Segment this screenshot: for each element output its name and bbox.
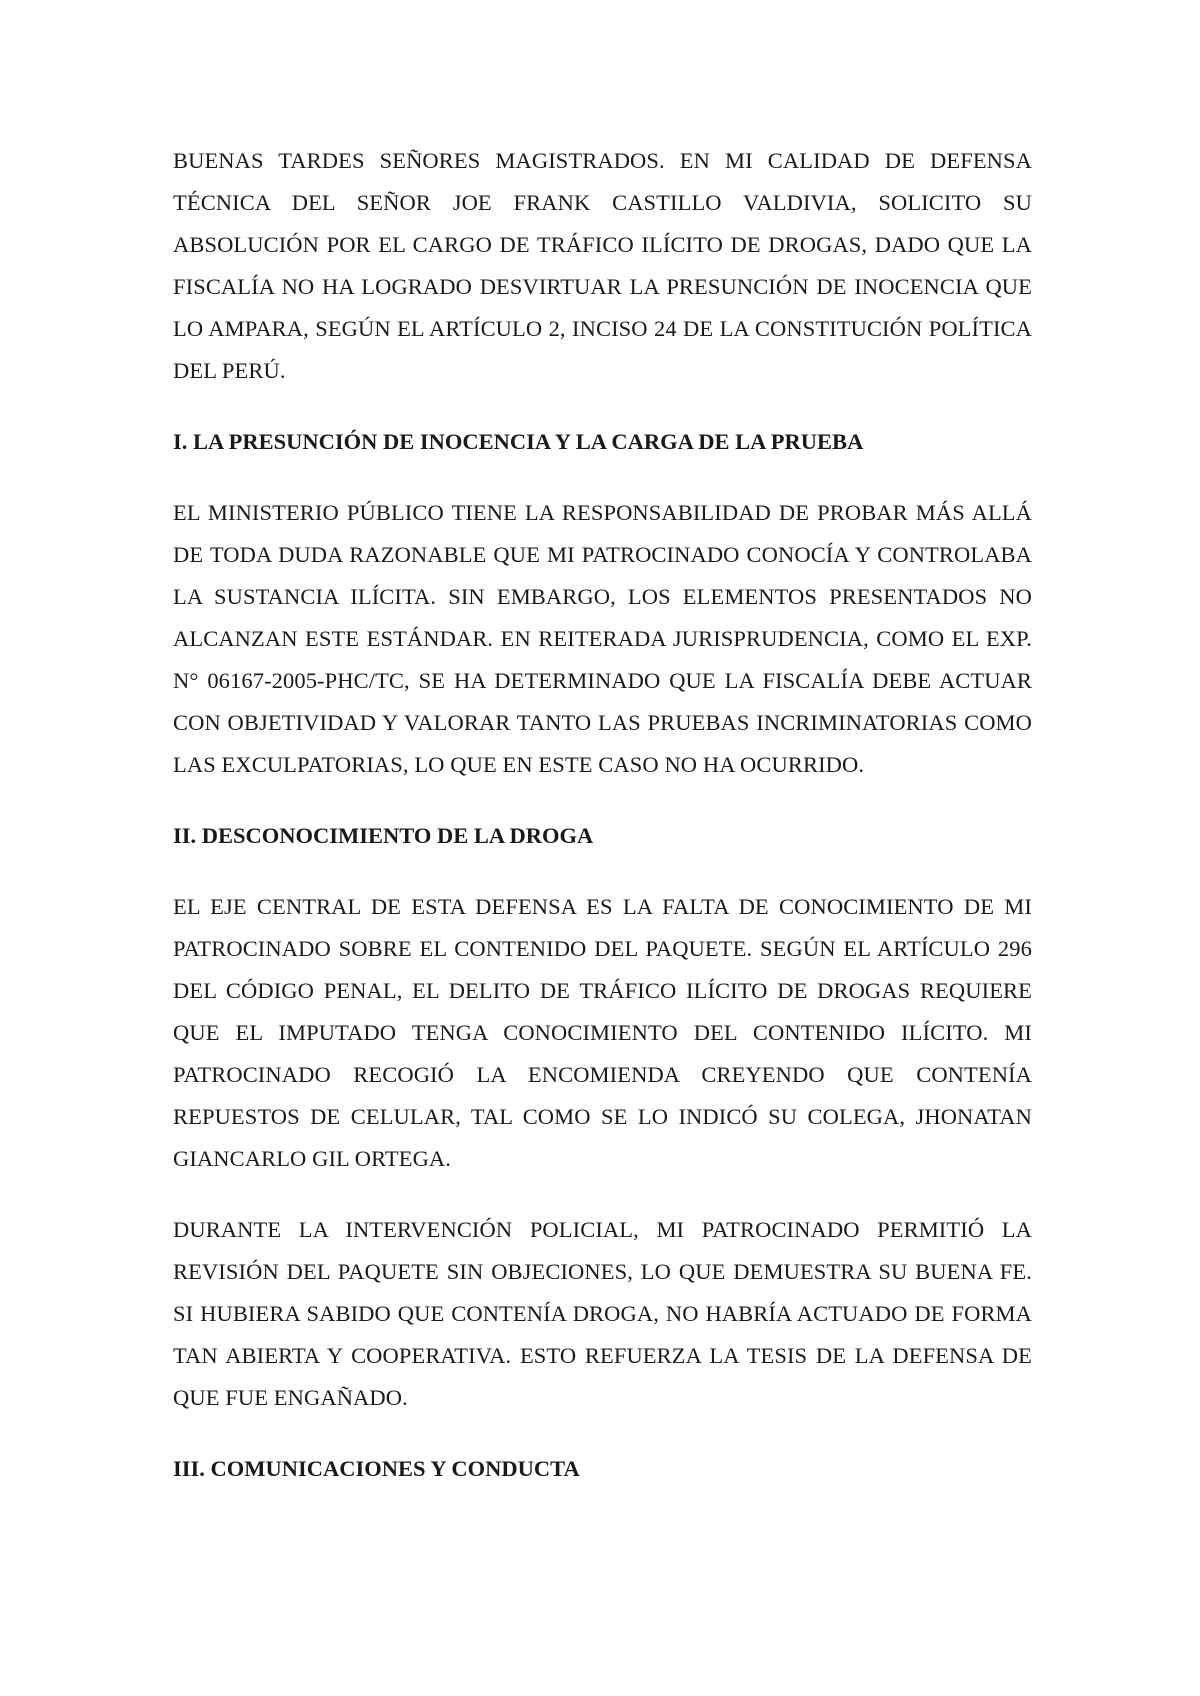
- document-body: [173, 140, 1032, 1519]
- intro-paragraph: BUENAS TARDES SEÑORES MAGISTRADOS. EN MI CALIDAD DE DEFENSA TÉCNICA DEL SEÑOR JOE FRANK CASTILLO VALDIVIA, SOLICITO SU ABSOLUCIÓN POR EL CARGO DE TRÁFICO ILÍCITO DE DROGAS, DADO QUE LA FISCALÍA NO HA LOGRADO DESVIRTUAR LA PRESUNCIÓN DE INOCENCIA QUE LO AMPARA, SEGÚN EL ARTÍCULO 2, INCISO 24 DE LA CONSTITUCIÓN POLÍTICA DEL PERÚ.: [173, 148, 1032, 383]
- section-heading-desconocimiento: II. DESCONOCIMIENTO DE LA DROGA: [173, 823, 594, 848]
- paragraph-presuncion: EL MINISTERIO PÚBLICO TIENE LA RESPONSABILIDAD DE PROBAR MÁS ALLÁ DE TODA DUDA RAZONABLE QUE MI PATROCINADO CONOCÍA Y CONTROLABA LA SUSTANCIA ILÍCITA. SIN EMBARGO, LOS ELEMENTOS PRESENTADOS NO ALCANZAN ESTE ESTÁNDAR. EN REITERADA JURISPRUDENCIA, COMO EL EXP. N° 06167-2005-PHC/TC, SE HA DETERMINADO QUE LA FISCALÍA DEBE ACTUAR CON OBJETIVIDAD Y VALORAR TANTO LAS PRUEBAS INCRIMINATORIAS COMO LAS EXCULPATORIAS, LO QUE EN ESTE CASO NO HA OCURRIDO.: [173, 500, 1032, 777]
- section-heading-presuncion: I. LA PRESUNCIÓN DE INOCENCIA Y LA CARGA DE LA PRUEBA: [173, 429, 864, 454]
- paragraph-desconocimiento-2: DURANTE LA INTERVENCIÓN POLICIAL, MI PATROCINADO PERMITIÓ LA REVISIÓN DEL PAQUETE SIN OBJECIONES, LO QUE DEMUESTRA SU BUENA FE. SI HUBIERA SABIDO QUE CONTENÍA DROGA, NO HABRÍA ACTUADO DE FORMA TAN ABIERTA Y COOPERATIVA. ESTO REFUERZA LA TESIS DE LA DEFENSA DE QUE FUE ENGAÑADO.: [173, 1217, 1032, 1410]
- section-heading-comunicaciones: III. COMUNICACIONES Y CONDUCTA: [173, 1456, 580, 1481]
- paragraph-desconocimiento-1: EL EJE CENTRAL DE ESTA DEFENSA ES LA FALTA DE CONOCIMIENTO DE MI PATROCINADO SOBRE EL CONTENIDO DEL PAQUETE. SEGÚN EL ARTÍCULO 296 DEL CÓDIGO PENAL, EL DELITO DE TRÁFICO ILÍCITO DE DROGAS REQUIERE QUE EL IMPUTADO TENGA CONOCIMIENTO DEL CONTENIDO ILÍCITO. MI PATROCINADO RECOGIÓ LA ENCOMIENDA CREYENDO QUE CONTENÍA REPUESTOS DE CELULAR, TAL COMO SE LO INDICÓ SU COLEGA, JHONATAN GIANCARLO GIL ORTEGA.: [173, 894, 1032, 1171]
